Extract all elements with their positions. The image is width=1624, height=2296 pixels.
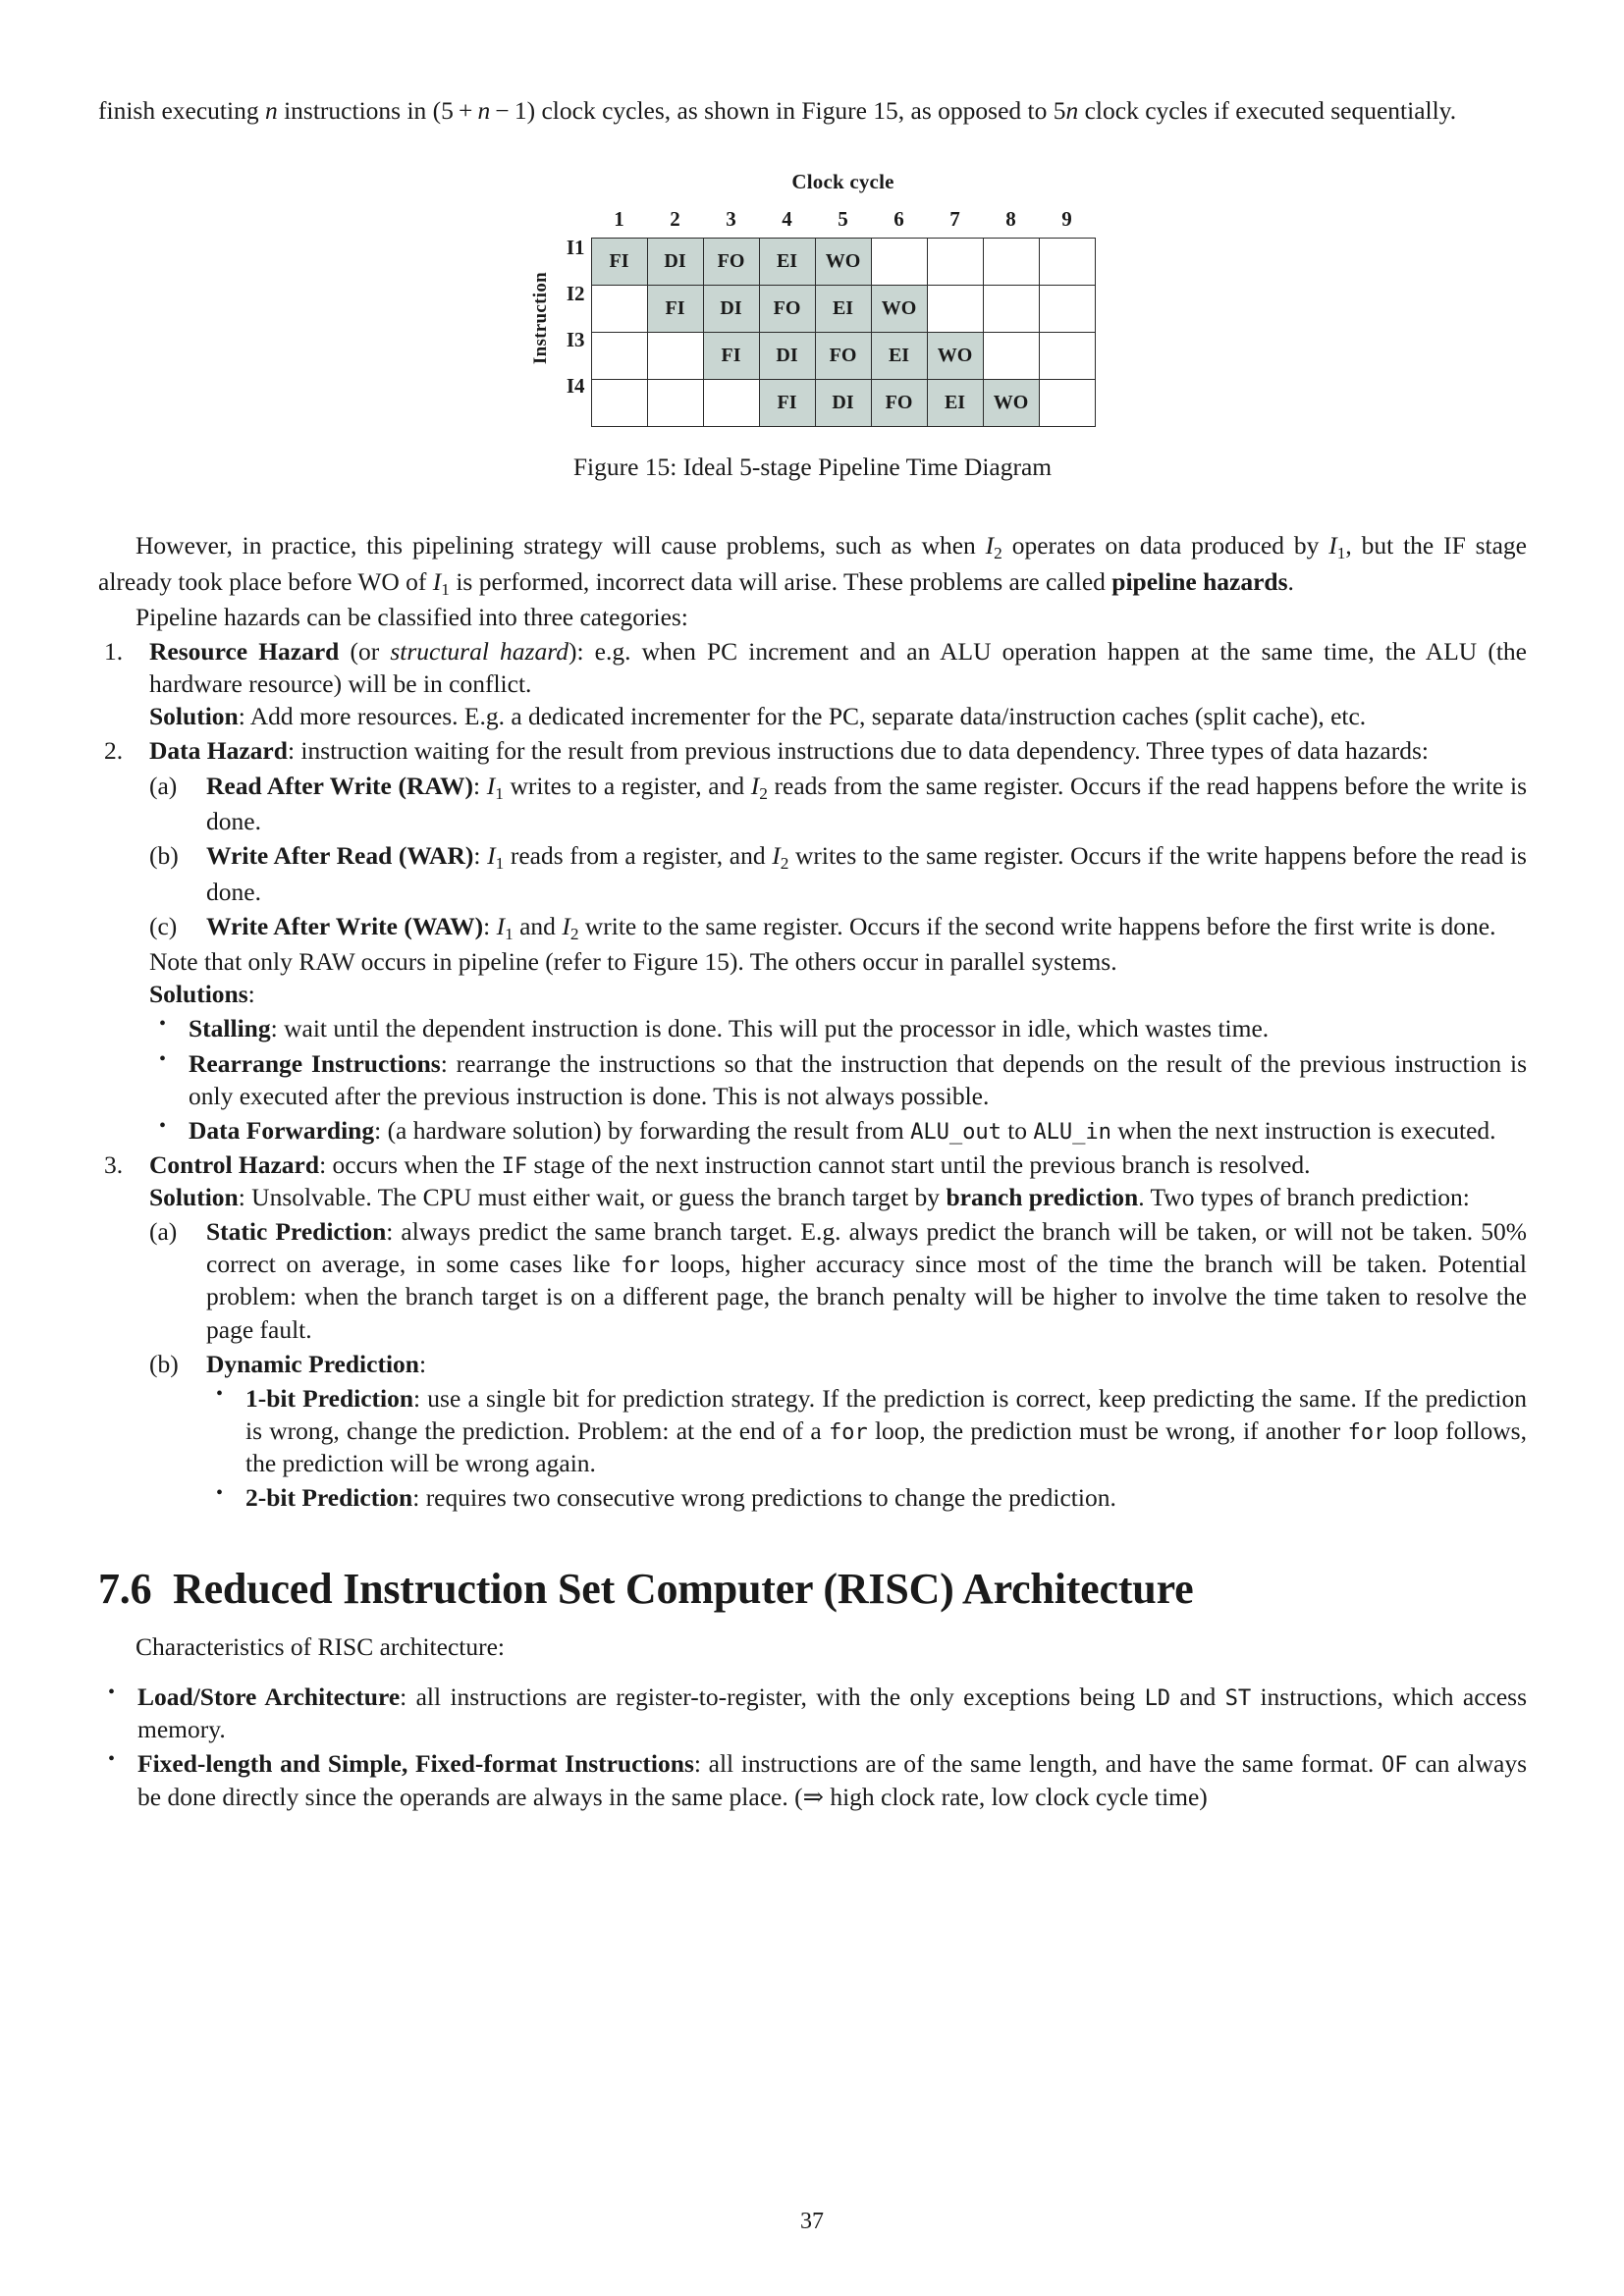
raw-title: Read After Write (RAW)	[206, 771, 473, 800]
bullet-load-store	[98, 1681, 1527, 1745]
raw-note: Note that only RAW occurs in pipeline (refer to Figure 15). The others occur in parallel systems.	[149, 947, 1117, 977]
raw-seg2: writes to a register, and	[503, 771, 751, 800]
onebit-title: 1-bit Prediction	[245, 1383, 414, 1413]
code-for-2: for	[1347, 1419, 1387, 1446]
forwarding-seg-c: when the next instruction is executed.	[1110, 1115, 1496, 1145]
list-marker: (a)	[149, 1217, 178, 1247]
waw-seg3: write to the same register. Occurs if the second write happens before the first write is done.	[578, 911, 1496, 940]
math-i1: $I_1$	[487, 841, 505, 873]
cell-r2c5: EI	[871, 333, 927, 380]
solution-label: Solution	[149, 702, 239, 731]
bullet-icon: •	[216, 1482, 224, 1505]
cell-r1c8	[1039, 286, 1095, 333]
load-store-seg-b: and	[1170, 1682, 1225, 1712]
cell-r0c2: FO	[703, 239, 759, 286]
however-seg2: operates on data produced by	[1001, 531, 1329, 561]
section-number: 7.6	[98, 1565, 152, 1614]
waw-text	[206, 910, 1527, 945]
math-i2: $I_2$	[985, 531, 1002, 562]
data-hazard-text	[149, 734, 1527, 767]
control-seg-b: stage of the next instruction cannot start until the previous branch is resolved.	[527, 1149, 1311, 1179]
math-i2: $I_2$	[562, 911, 579, 943]
col-header-6: 6	[893, 206, 904, 231]
control-solution-a: : Unsolvable. The CPU must either wait, or guess the branch target by	[238, 1183, 947, 1212]
code-alu-in: ALU_in	[1033, 1118, 1111, 1145]
page-number: 37	[800, 2209, 824, 2234]
stalling-title: Stalling	[189, 1014, 271, 1043]
raw-text	[206, 770, 1527, 838]
solution-label: Solution	[149, 1183, 239, 1212]
risc-characteristics	[98, 1681, 1527, 1813]
bullet-2bit-prediction	[206, 1481, 1527, 1514]
fixed-length-title: Fixed-length and Simple, Fixed-format Instructions	[137, 1749, 694, 1779]
code-st: ST	[1224, 1685, 1252, 1712]
twobit-text	[245, 1481, 1527, 1514]
dynamic-seg-a: :	[418, 1349, 427, 1378]
war-title: Write After Read (WAR)	[206, 841, 474, 871]
fixed-length-seg-a: : all instructions are of the same length, and have the same format.	[693, 1749, 1381, 1779]
code-ld: LD	[1144, 1685, 1171, 1712]
however-paragraph	[98, 529, 1527, 601]
math-i2: $I_2$	[750, 771, 768, 803]
code-for: for	[621, 1253, 661, 1279]
static-seg-b: loops, higher accuracy since most of the time the branch will be taken. Potential problem: when the branch target is on a different page, the branch penalty will be higher to involve the time taken to resolve the page fault.	[206, 1250, 1527, 1344]
pipeline-hazards-bold: pipeline hazards	[1111, 566, 1288, 596]
bullet-data-forwarding	[149, 1114, 1527, 1147]
rowlabel-i1: I1	[566, 236, 585, 260]
rearrange-title: Rearrange Instructions	[189, 1048, 441, 1078]
table-header-row	[591, 206, 1095, 239]
resource-hazard-text	[149, 635, 1527, 700]
list-marker: (c)	[149, 911, 178, 940]
fixed-length-text	[137, 1747, 1527, 1812]
bullet-icon: •	[108, 1748, 116, 1771]
col-header-1: 1	[614, 206, 624, 231]
fixed-length-seg-b: can always be done directly since the operands are always in the same place. (⇒ high clock rate, low clock cycle time)	[137, 1749, 1527, 1811]
onebit-text	[245, 1382, 1527, 1479]
hazard-item-control	[98, 1148, 1527, 1515]
list-marker: 2.	[104, 736, 124, 766]
math-n2: n	[477, 96, 491, 125]
however-seg4: is performed, incorrect data will arise. These problems are called	[449, 566, 1112, 596]
solutions-label: Solutions	[149, 980, 248, 1009]
math-i2: $I_2$	[772, 841, 789, 873]
war-seg1: :	[473, 841, 488, 871]
waw-title: Write After Write (WAW)	[206, 911, 484, 940]
bullet-icon: •	[159, 1013, 167, 1036]
cell-r1c7	[983, 286, 1039, 333]
cell-r2c4: FO	[815, 333, 871, 380]
load-store-text	[137, 1681, 1527, 1745]
solutions-colon: :	[247, 980, 255, 1009]
war-seg2: reads from a register, and	[504, 841, 773, 871]
cell-r3c2	[703, 380, 759, 427]
branch-prediction-bold: branch prediction	[946, 1183, 1139, 1212]
cell-r3c4: DI	[815, 380, 871, 427]
cell-r3c6: EI	[927, 380, 983, 427]
however-seg1: However, in practice, this pipelining strategy will cause problems, such as when	[135, 531, 986, 561]
branch-prediction-list	[149, 1215, 1527, 1514]
static-prediction-text	[206, 1215, 1527, 1346]
cell-r0c3: EI	[759, 239, 815, 286]
pipeline-diagram	[530, 170, 1096, 427]
cell-r3c7: WO	[983, 380, 1039, 427]
cell-r1c6	[927, 286, 983, 333]
subitem-raw	[149, 770, 1527, 838]
stalling-body: : wait until the dependent instruction is done. This will put the processor in idle, which wastes time.	[270, 1014, 1270, 1043]
cell-r2c2: FI	[703, 333, 759, 380]
table-row	[591, 333, 1095, 380]
cell-r1c0	[591, 286, 647, 333]
hazard-item-data	[98, 734, 1527, 1146]
math-i1: $I_1$	[486, 771, 504, 803]
bullet-icon: •	[108, 1682, 116, 1704]
control-solution-b: . Two types of branch prediction:	[1138, 1183, 1470, 1212]
cell-r0c1: DI	[647, 239, 703, 286]
spacer	[98, 482, 1527, 529]
page-content	[98, 94, 1527, 1813]
cell-r3c3: FI	[759, 380, 815, 427]
rowlabel-spacer	[558, 170, 585, 225]
bullet-rearrange	[149, 1047, 1527, 1112]
stalling-text	[189, 1012, 1527, 1044]
row-labels	[558, 170, 585, 409]
resource-hazard-title: Resource Hazard	[149, 637, 340, 667]
pipeline-table	[591, 206, 1096, 427]
figure-caption: Figure 15: Ideal 5-stage Pipeline Time Diagram	[572, 453, 1053, 482]
structural-hazard-italic: structural hazard	[390, 637, 568, 667]
rearrange-text	[189, 1047, 1527, 1112]
war-seg3: writes to the same register. Occurs if the write happens before the read is done.	[206, 841, 1527, 906]
col-header-8: 8	[1005, 206, 1016, 231]
col-header-3: 3	[726, 206, 736, 231]
bullet-icon: •	[159, 1047, 167, 1070]
cell-r2c1	[647, 333, 703, 380]
cell-r3c5: FO	[871, 380, 927, 427]
cell-r1c4: EI	[815, 286, 871, 333]
rowlabel-i3: I3	[566, 328, 585, 352]
math-i1: $I_1$	[496, 911, 514, 943]
grid-area	[591, 170, 1096, 427]
intro-paragraph: finish executing n instructions in (5 + n − 1) clock cycles, as shown in Figure 15, as opposed to 5n clock cycles if executed sequentially.	[98, 96, 1457, 125]
cell-r0c7	[983, 239, 1039, 286]
cell-r1c2: DI	[703, 286, 759, 333]
hazard-list	[98, 635, 1527, 1514]
waw-seg1: :	[483, 911, 497, 940]
math-i1: $I_1$	[1328, 531, 1346, 562]
code-of: OF	[1380, 1752, 1408, 1779]
control-hazard-text	[149, 1148, 1527, 1181]
list-marker: (a)	[149, 771, 178, 800]
col-header-4: 4	[782, 206, 792, 231]
page-title	[98, 1565, 1527, 1615]
cell-r0c8	[1039, 239, 1095, 286]
classified-paragraph: Pipeline hazards can be classified into three categories:	[135, 602, 688, 631]
spacer	[98, 1615, 1527, 1630]
code-for: for	[828, 1419, 868, 1446]
twobit-seg-a: : requires two consecutive wrong predictions to change the prediction.	[412, 1483, 1116, 1513]
cell-r0c4: WO	[815, 239, 871, 286]
col-header-9: 9	[1061, 206, 1072, 231]
hazard-item-resource	[98, 635, 1527, 732]
col-header-5: 5	[838, 206, 848, 231]
resource-paren: (or	[339, 637, 391, 667]
math-n: n	[264, 96, 278, 125]
math-i1b: $I_1$	[432, 566, 450, 599]
cell-r3c1	[647, 380, 703, 427]
resource-solution	[149, 700, 1527, 732]
bullet-fixed-length	[98, 1747, 1527, 1812]
cell-r0c5	[871, 239, 927, 286]
forwarding-seg-b: to	[1001, 1115, 1034, 1145]
pipeline-body	[591, 239, 1095, 427]
resource-rest: ): e.g. when PC increment and an ALU operation happen at the same time, the ALU (the hardware resource) will be in conflict.	[149, 637, 1527, 699]
bullet-icon: •	[159, 1114, 167, 1137]
cell-r1c3: FO	[759, 286, 815, 333]
spacer	[98, 1663, 1527, 1679]
cell-r2c8	[1039, 333, 1095, 380]
code-if: IF	[501, 1152, 528, 1179]
data-hazard-solutions	[149, 1012, 1527, 1147]
math-n3: n	[1065, 96, 1079, 125]
onebit-seg-c: loop follows, the prediction will be wrong again.	[245, 1416, 1527, 1478]
forwarding-title: Data Forwarding	[189, 1115, 375, 1145]
list-marker: 3.	[104, 1149, 124, 1179]
rowlabel-i4: I4	[566, 374, 585, 399]
dynamic-prediction-bullets	[206, 1382, 1527, 1515]
table-row	[591, 286, 1095, 333]
control-solution	[149, 1181, 1527, 1213]
bullet-stalling	[149, 1012, 1527, 1044]
cell-r2c3: DI	[759, 333, 815, 380]
table-row	[591, 239, 1095, 286]
solution-text: : Add more resources. E.g. a dedicated incrementer for the PC, separate data/instruction caches (split cache), etc.	[238, 702, 1367, 731]
col-header-7: 7	[949, 206, 960, 231]
raw-seg3: reads from the same register. Occurs if the read happens before the write is done.	[206, 771, 1527, 836]
list-marker: 1.	[104, 637, 124, 667]
cell-r3c0	[591, 380, 647, 427]
section-title: Reduced Instruction Set Computer (RISC) Architecture	[173, 1565, 1194, 1614]
raw-seg1: :	[472, 771, 487, 800]
list-marker: (b)	[149, 841, 179, 871]
rowlabel-i2: I2	[566, 282, 585, 306]
static-seg-a: : always predict the same branch target. E.g. always predict the branch will be taken, or will not be taken. 50% correct on average, in some cases like	[206, 1217, 1527, 1279]
list-marker: (b)	[149, 1349, 179, 1378]
x-axis-label: Clock cycle	[791, 170, 894, 194]
subitem-waw	[149, 910, 1527, 945]
data-hazard-title: Data Hazard	[149, 736, 288, 766]
cell-r0c6	[927, 239, 983, 286]
table-row	[591, 380, 1095, 427]
forwarding-seg-a: : (a hardware solution) by forwarding the result from	[374, 1115, 911, 1145]
solutions-heading	[149, 978, 1527, 1010]
cell-r1c5: WO	[871, 286, 927, 333]
cell-r2c0	[591, 333, 647, 380]
however-seg5: .	[1287, 566, 1294, 596]
load-store-seg-c: instructions, which access memory.	[137, 1682, 1527, 1744]
data-hazard-rest: : instruction waiting for the result from previous instructions due to data dependency. Three types of data hazards:	[287, 736, 1429, 766]
bullet-1bit-prediction	[206, 1382, 1527, 1479]
however-seg3: , but the IF stage already took place before WO of	[98, 531, 1528, 596]
cell-r0c0: FI	[591, 239, 647, 286]
dynamic-prediction-title: Dynamic Prediction	[206, 1349, 419, 1378]
data-hazard-sublist	[149, 770, 1527, 945]
bullet-icon: •	[216, 1382, 224, 1405]
load-store-title: Load/Store Architecture	[137, 1682, 401, 1712]
subitem-dynamic-prediction	[149, 1348, 1527, 1515]
subitem-war	[149, 839, 1527, 908]
dynamic-prediction-text	[206, 1348, 1527, 1380]
cell-r2c6: WO	[927, 333, 983, 380]
twobit-title: 2-bit Prediction	[245, 1483, 413, 1513]
control-hazard-title: Control Hazard	[149, 1149, 320, 1179]
control-seg-a: : occurs when the	[319, 1149, 502, 1179]
waw-seg2: and	[513, 911, 563, 940]
y-axis-label: Instruction	[529, 272, 551, 365]
cell-r1c1: FI	[647, 286, 703, 333]
subitem-static-prediction	[149, 1215, 1527, 1346]
forwarding-text	[189, 1114, 1527, 1147]
war-text	[206, 839, 1527, 908]
figure-15	[98, 127, 1527, 482]
cell-r2c7	[983, 333, 1039, 380]
rearrange-body: : rearrange the instructions so that the instruction that depends on the result of the previous instruction is only executed after the previous instruction is done. This is not always possible.	[189, 1048, 1528, 1110]
static-prediction-title: Static Prediction	[206, 1217, 387, 1247]
code-alu-out: ALU_out	[910, 1118, 1001, 1145]
onebit-seg-a: : use a single bit for prediction strategy. If the prediction is correct, keep predicting the same. If the prediction is wrong, change the prediction. Problem: at the end of a	[245, 1383, 1527, 1446]
risc-intro: Characteristics of RISC architecture:	[135, 1632, 505, 1662]
cell-r3c8	[1039, 380, 1095, 427]
load-store-seg-a: : all instructions are register-to-register, with the only exceptions being	[400, 1682, 1145, 1712]
col-header-2: 2	[670, 206, 680, 231]
onebit-seg-b: loop, the prediction must be wrong, if another	[867, 1416, 1348, 1446]
